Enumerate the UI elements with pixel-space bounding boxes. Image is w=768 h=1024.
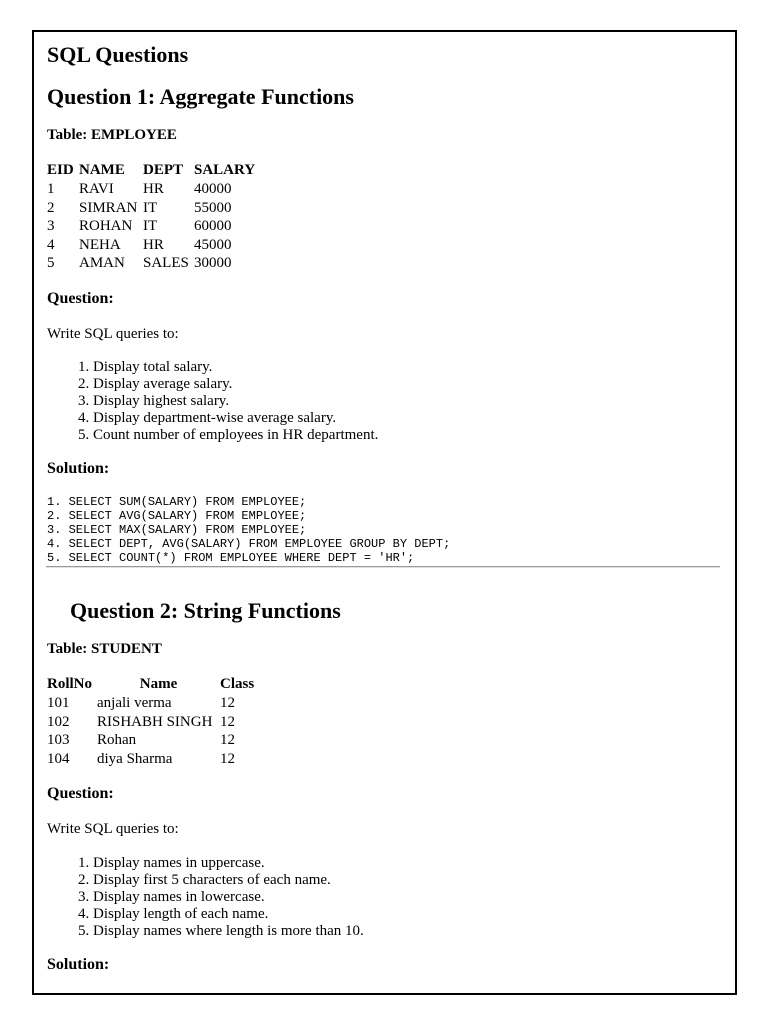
table-row	[47, 731, 270, 750]
table-row	[47, 694, 270, 713]
table-row	[47, 254, 264, 273]
q1-solution-code	[47, 495, 450, 565]
employee-table	[47, 161, 264, 273]
table-cell: 2	[47, 199, 55, 216]
code-line: 3. SELECT MAX(SALARY) FROM EMPLOYEE;	[47, 523, 307, 537]
table-cell: 3	[47, 218, 55, 234]
q1-table-label: Table: EMPLOYEE	[47, 127, 177, 143]
list-item: 2. Display first 5 characters of each name.	[93, 872, 364, 889]
table-cell: SALES	[143, 255, 189, 271]
table-row	[47, 750, 270, 769]
q2-solution-label: Solution:	[47, 956, 110, 973]
table-cell: 4	[47, 236, 55, 253]
table-cell: IT	[143, 218, 158, 234]
table-cell: 12	[220, 750, 235, 767]
table-cell: RISHABH SINGH	[97, 713, 213, 730]
column-header: NAME	[79, 162, 125, 178]
table-cell: 12	[220, 732, 235, 748]
q2-heading: Question 2: String Functions	[70, 598, 341, 623]
list-item: 3. Display names in lowercase.	[93, 889, 364, 906]
table-cell: 1	[47, 181, 55, 197]
code-line: 2. SELECT AVG(SALARY) FROM EMPLOYEE;	[47, 509, 307, 523]
column-header: EID	[47, 162, 74, 178]
code-line: 4. SELECT DEPT, AVG(SALARY) FROM EMPLOYEE GROUP BY DEPT;	[47, 537, 451, 551]
table-cell: 55000	[194, 199, 232, 216]
table-cell: 40000	[194, 181, 232, 197]
table-cell: RAVI	[79, 181, 114, 197]
student-table	[47, 675, 270, 768]
q1-solution-label: Solution:	[47, 460, 110, 477]
q2-table-label: Table: STUDENT	[47, 641, 162, 657]
column-header: Class	[220, 676, 255, 692]
table-cell: 30000	[194, 255, 232, 271]
list-item: 2. Display average salary.	[93, 376, 378, 393]
list-item: 3. Display highest salary.	[93, 393, 378, 410]
q1-question-label: Question:	[47, 290, 114, 307]
table-header-row	[47, 675, 270, 694]
list-item: 4. Display department-wise average salary.	[93, 410, 378, 427]
column-header: SALARY	[194, 162, 256, 178]
table-cell: 12	[220, 695, 235, 711]
table-cell: ROHAN	[79, 218, 133, 234]
table-cell: 103	[47, 732, 70, 748]
list-item: 4. Display length of each name.	[93, 906, 364, 923]
table-cell: 12	[220, 713, 235, 730]
code-line: 5. SELECT COUNT(*) FROM EMPLOYEE WHERE DEPT = 'HR';	[47, 551, 415, 565]
list-item: 1. Display total salary.	[93, 359, 378, 376]
table-cell: HR	[143, 181, 164, 197]
table-row	[47, 713, 270, 732]
q2-question-list	[47, 855, 364, 940]
q1-heading: Question 1: Aggregate Functions	[47, 84, 354, 109]
table-row	[47, 217, 264, 236]
column-header: Name	[139, 676, 178, 692]
column-header: RollNo	[47, 676, 92, 692]
table-cell: 45000	[194, 236, 232, 253]
page-title: SQL Questions	[47, 42, 189, 67]
section-divider	[46, 566, 720, 568]
table-cell: NEHA	[79, 236, 121, 253]
q2-question-label: Question:	[47, 785, 114, 802]
table-header-row	[47, 161, 264, 180]
table-cell: anjali verma	[97, 695, 172, 711]
table-cell: SIMRAN	[79, 199, 138, 216]
table-cell: 104	[47, 750, 70, 767]
table-cell: diya Sharma	[97, 750, 173, 767]
table-cell: AMAN	[79, 255, 125, 271]
table-row	[47, 199, 264, 218]
q1-intro: Write SQL queries to:	[47, 326, 179, 342]
q2-intro: Write SQL queries to:	[47, 821, 179, 837]
table-row	[47, 236, 264, 255]
table-cell: 5	[47, 255, 55, 271]
q1-question-list	[47, 359, 378, 444]
table-cell: IT	[143, 199, 158, 216]
table-cell: 101	[47, 695, 70, 711]
table-cell: HR	[143, 236, 164, 253]
table-row	[47, 180, 264, 199]
table-cell: 60000	[194, 218, 232, 234]
list-item: 5. Count number of employees in HR department.	[93, 427, 378, 444]
table-cell: Rohan	[97, 732, 137, 748]
code-line: 1. SELECT SUM(SALARY) FROM EMPLOYEE;	[47, 495, 307, 509]
column-header: DEPT	[143, 162, 184, 178]
table-cell: 102	[47, 713, 70, 730]
list-item: 5. Display names where length is more than 10.	[93, 923, 364, 940]
list-item: 1. Display names in uppercase.	[93, 855, 364, 872]
